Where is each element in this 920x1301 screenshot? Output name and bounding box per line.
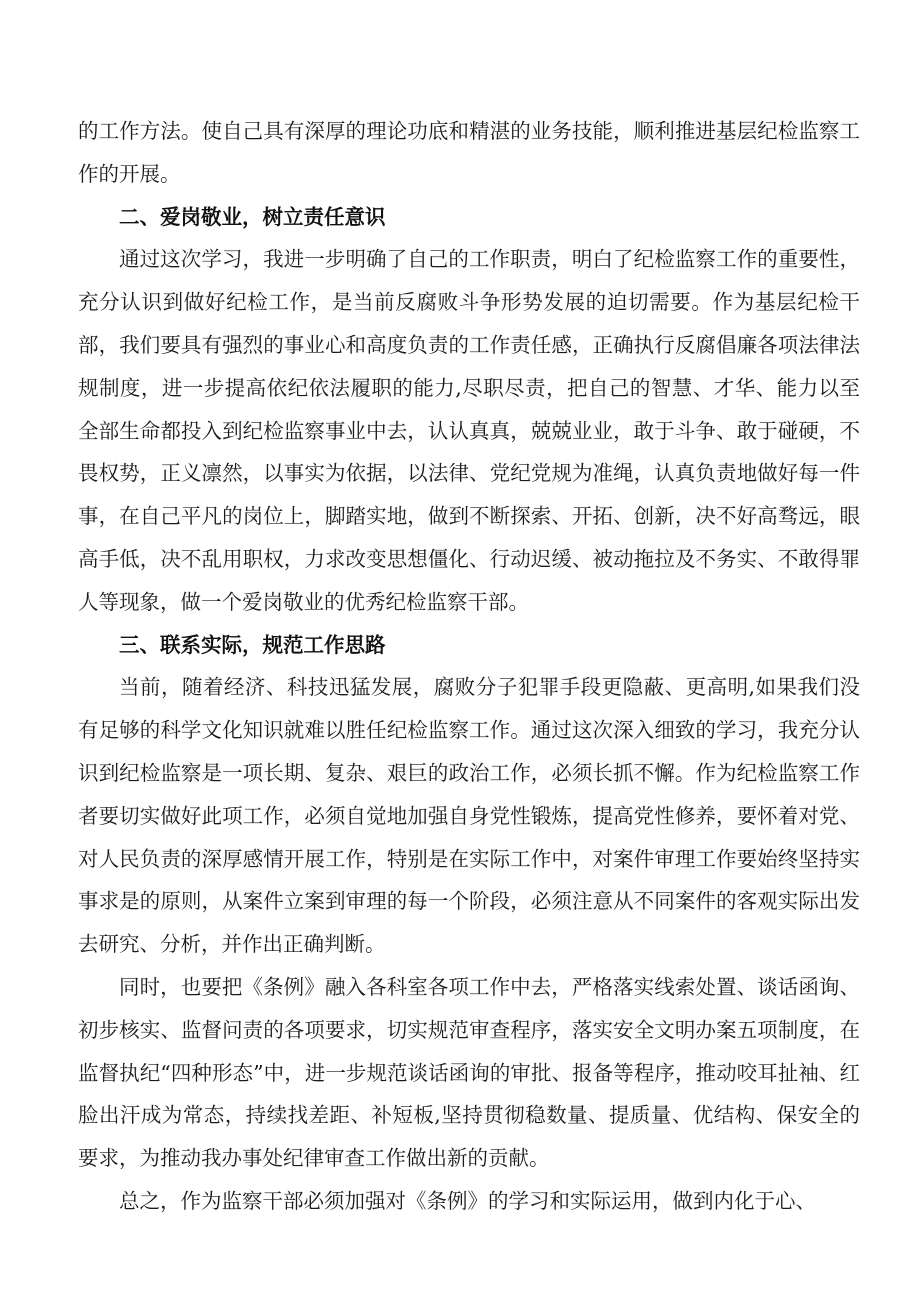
paragraph-continuation: 的工作方法。使自己具有深厚的理论功底和精湛的业务技能，顺利推进基层纪检监察工作的开展。 — [78, 119, 860, 186]
paragraph-section-2: 通过这次学习，我进一步明确了自己的工作职责，明白了纪检监察工作的重要性，充分认识到做好纪检工作，是当前反腐败斗争形势发展的迫切需要。作为基层纪检干部，我们要具有强烈的事业心和高度负责的工作责任感，正确执行反腐倡廉各项法律法规制度，进一步提高依纪依法履职的能力,尽职尽责，把自己的智慧、才华、能力以至全部生命都投入到纪检监察事业中去，认认真真，兢兢业业，敢于斗争、敢于碰硬，不畏权势，正义凛然，以事实为依据，以法律、党纪党规为准绳，认真负责地做好每一件事，在自己平凡的岗位上，脚踏实地，做到不断探索、开拓、创新，决不好高骛远，眼高手低，决不乱用职权，力求改变思想僵化、行动迟缓、被动拖拉及不务实、不敢得罪人等现象，做一个爱岗敬业的优秀纪检监察干部。 — [78, 247, 860, 614]
paragraph-section-3-a: 当前，随着经济、科技迅猛发展，腐败分子犯罪手段更隐蔽、更高明,如果我们没有足够的科学文化知识就难以胜任纪检监察工作。通过这次深入细致的学习，我充分认识到纪检监察是一项长期、复杂、艰巨的政治工作，必须长抓不懈。作为纪检监察工作者要切实做好此项工作，必须自觉地加强自身党性锻炼，提高党性修养，要怀着对党、对人民负责的深厚感情开展工作，特别是在实际工作中，对案件审理工作要始终坚持实事求是的原则，从案件立案到审理的每一个阶段，必须注意从不同案件的客观实际出发去研究、分析，并作出正确判断。 — [78, 675, 860, 957]
paragraph-conclusion: 总之，作为监察干部必须加强对《条例》的学习和实际运用，做到内化于心、 — [119, 1188, 816, 1213]
section-heading-3: 三、联系实际，规范工作思路 — [119, 632, 386, 657]
paragraph-section-3-b: 同时，也要把《条例》融入各科室各项工作中去，严格落实线索处置、谈话函询、初步核实、监督问责的各项要求，切实规范审查程序，落实安全文明办案五项制度，在监督执纪“四种形态”中，进一步规范谈话函询的审批、报备等程序，推动咬耳扯袖、红脸出汗成为常态，持续找差距、补短板,坚持贯彻稳数量、提质量、优结构、保安全的要求，为推动我办事处纪律审查工作做出新的贡献。 — [78, 974, 860, 1171]
document-body — [78, 110, 860, 1223]
section-heading-2: 二、爱岗敬业，树立责任意识 — [119, 204, 386, 229]
